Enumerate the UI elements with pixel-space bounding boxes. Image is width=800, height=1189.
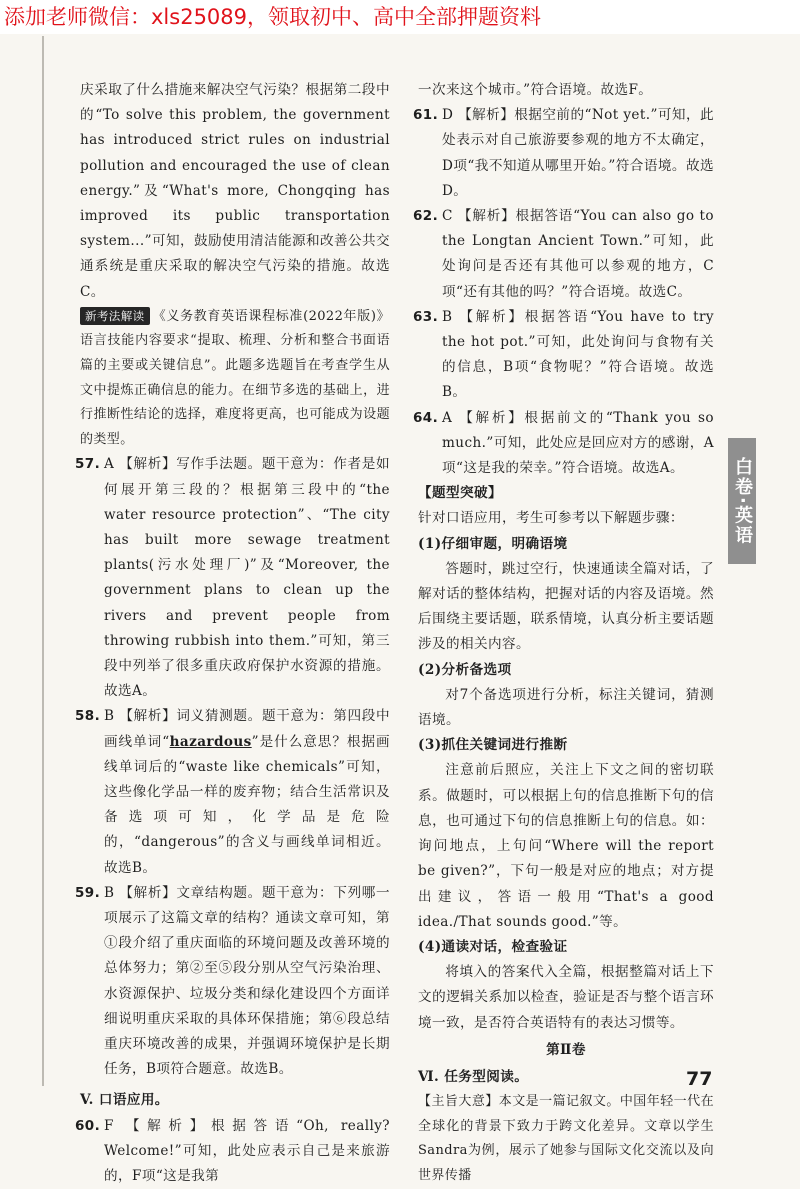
step-4-text: 将填入的答案代入全篇，根据整篇对话上下文的逻辑关系加以检查，验证是否与整个语言环境一致，是否符合英语特有的表达习惯等。 bbox=[418, 964, 714, 1031]
answer-text: F 【解析】根据答语“Oh, really? Welcome!”可知，此处应表示自己是来旅游的，F项“这是我第 bbox=[104, 1117, 390, 1185]
answer-text-post: ”是什么意思？根据画线单词后的“waste like chemicals”可知，这些像化学品一样的废弃物；结合生活常识及备选项可知，化学品是危险的，“dangerous”的含义与画线单词相近。故选B。 bbox=[104, 733, 391, 876]
underlined-word: hazardous bbox=[169, 733, 252, 750]
question-number: 63. bbox=[413, 308, 439, 325]
answer-text-pre: B 【解析】词义猜测题。题干意为：第四段中画线单词“ bbox=[104, 708, 390, 750]
right-column bbox=[413, 78, 714, 1189]
step-2-text: 对7个备选项进行分析，标注关键词，猜测语境。 bbox=[418, 686, 714, 729]
answer-text: D 【解析】根据空前的“Not yet.”可知，此处表示对自己旅游要参观的地方不太确定，D项“我不知道从哪里开始。”符合语境。故选D。 bbox=[442, 107, 714, 199]
question-number: 60. bbox=[75, 1117, 101, 1134]
answer-62 bbox=[413, 204, 714, 305]
answer-text: B 【解析】文章结构题。题干意为：下列哪一项展示了这篇文章的结构？通读文章可知，第①段介绍了重庆面临的环境问题及改善环境的总体努力；第②至⑤段分别从空气污染治理、水资源保护、垃圾分类和绿化建设四个方面详细说明重庆采取的具体环保措施；第⑥段总结重庆环境改善的成果，并强调环境保护是长期任务，B项符合题意。故选B。 bbox=[104, 884, 390, 1078]
step-3-title: (3)抓住关键词进行推断 bbox=[418, 737, 568, 754]
question-number: 62. bbox=[413, 208, 439, 225]
section-vi-heading: Ⅵ. 任务型阅读。 bbox=[418, 1068, 529, 1085]
part-ii-title: 第Ⅱ卷 bbox=[546, 1041, 586, 1058]
answer-57 bbox=[75, 452, 390, 704]
question-number: 64. bbox=[413, 409, 439, 426]
left-column bbox=[75, 78, 391, 1189]
q56-explanation-continued: 庆采取了什么措施来解决空气污染？根据第二段中的“To solve this problem, the government has introduced strict rules on industrial pollution and encouraged the use of clean energy.”及“What's more, Chongqing has improved its public transportation system...”可知，鼓励使用清洁能源和改善公共交通系统是重庆采取的解决空气污染的措施。故选C。 bbox=[80, 82, 390, 300]
main-idea-text: 【主旨大意】本文是一篇记叙文。中国年轻一代在全球化的背景下致力于跨文化差异。文章以学生Sandra为例，展示了她参与国际文化交流以及向世界传播 bbox=[418, 1094, 714, 1183]
subject-side-tab: 白卷·英语 bbox=[728, 438, 756, 564]
answer-text: A 【解析】写作手法题。题干意为：作者是如何展开第三段的？根据第三段中的“the water resource protection”、“The city has built more sewage treatment plants(污水处理厂)”及“Moreover, the government plans to clean up the rivers and prevent people from throwing rubbish into them.”可知，第三段中列举了很多重庆政府保护水资源的措施。故选A。 bbox=[104, 456, 390, 700]
answer-text: C 【解析】根据答语“You can also go to the Longtan Ancient Town.”可知，此处询问是否还有其他可以参观的地方，C项“还有其他的吗？”符合语境。故选C。 bbox=[442, 208, 714, 300]
question-number: 59. bbox=[75, 884, 101, 901]
new-exam-note-text: 《义务教育英语课程标准(2022年版)》语言技能内容要求“提取、梳理、分析和整合书面语篇的主要或关键信息”。此题多选题旨在考查学生从文中提炼正确信息的能力。在细节多选的基础上，进行推断性结论的选择，难度将更高，也可能成为设题的类型。 bbox=[80, 308, 390, 447]
answer-60 bbox=[75, 1114, 390, 1189]
step-4-title: (4)通读对话，检查验证 bbox=[418, 938, 568, 955]
binding-margin-line bbox=[42, 36, 44, 1086]
answer-63 bbox=[413, 305, 714, 406]
question-number: 58. bbox=[75, 708, 101, 725]
promo-banner: 添加老师微信：xls25089，领取初中、高中全部押题资料 bbox=[0, 0, 800, 34]
step-3-text: 注意前后照应，关注上下文之间的密切联系。做题时，可以根据上句的信息推断下句的信息，也可通过下句的信息推断上句的信息。如：询问地点，上句问“Where will the report be given?”，下句一般是对应的地点；对方提出建议，答语一般用“That's a good idea./That sounds good.”等。 bbox=[418, 762, 714, 930]
step-1-title: (1)仔细审题，明确语境 bbox=[418, 535, 568, 552]
answer-text: A 【解析】根据前文的“Thank you so much.”可知，此处应是回应对方的感谢，A项“这是我的荣幸。”符合语境。故选A。 bbox=[442, 409, 714, 477]
step-2-title: (2)分析备选项 bbox=[418, 661, 512, 678]
new-exam-note bbox=[80, 305, 390, 453]
technique-intro: 针对口语应用，考生可参考以下解题步骤： bbox=[418, 510, 684, 527]
step-1-text: 答题时，跳过空行，快速通读全篇对话，了解对话的整体结构，把握对话的内容及语境。然后围绕主要话题，联系情境，认真分析主要话题涉及的相关内容。 bbox=[418, 560, 714, 653]
answer-59 bbox=[75, 881, 390, 1083]
page-number: 77 bbox=[686, 1068, 713, 1090]
new-exam-badge: 新考法解读 bbox=[80, 307, 150, 325]
section-v-heading: V. 口语应用。 bbox=[80, 1092, 169, 1109]
answer-text: B 【解析】根据答语“You have to try the hot pot.”可知，此处询问与食物有关的信息，B项“食物呢？”符合语境。故选B。 bbox=[442, 308, 714, 401]
question-number: 57. bbox=[75, 456, 101, 473]
question-number: 61. bbox=[413, 107, 439, 124]
answer-60-continued: 一次来这个城市。”符合语境。故选F。 bbox=[418, 82, 653, 98]
answer-58 bbox=[75, 704, 391, 880]
answer-61 bbox=[413, 103, 714, 204]
technique-heading: 【题型突破】 bbox=[418, 485, 502, 502]
answer-64 bbox=[413, 406, 714, 482]
